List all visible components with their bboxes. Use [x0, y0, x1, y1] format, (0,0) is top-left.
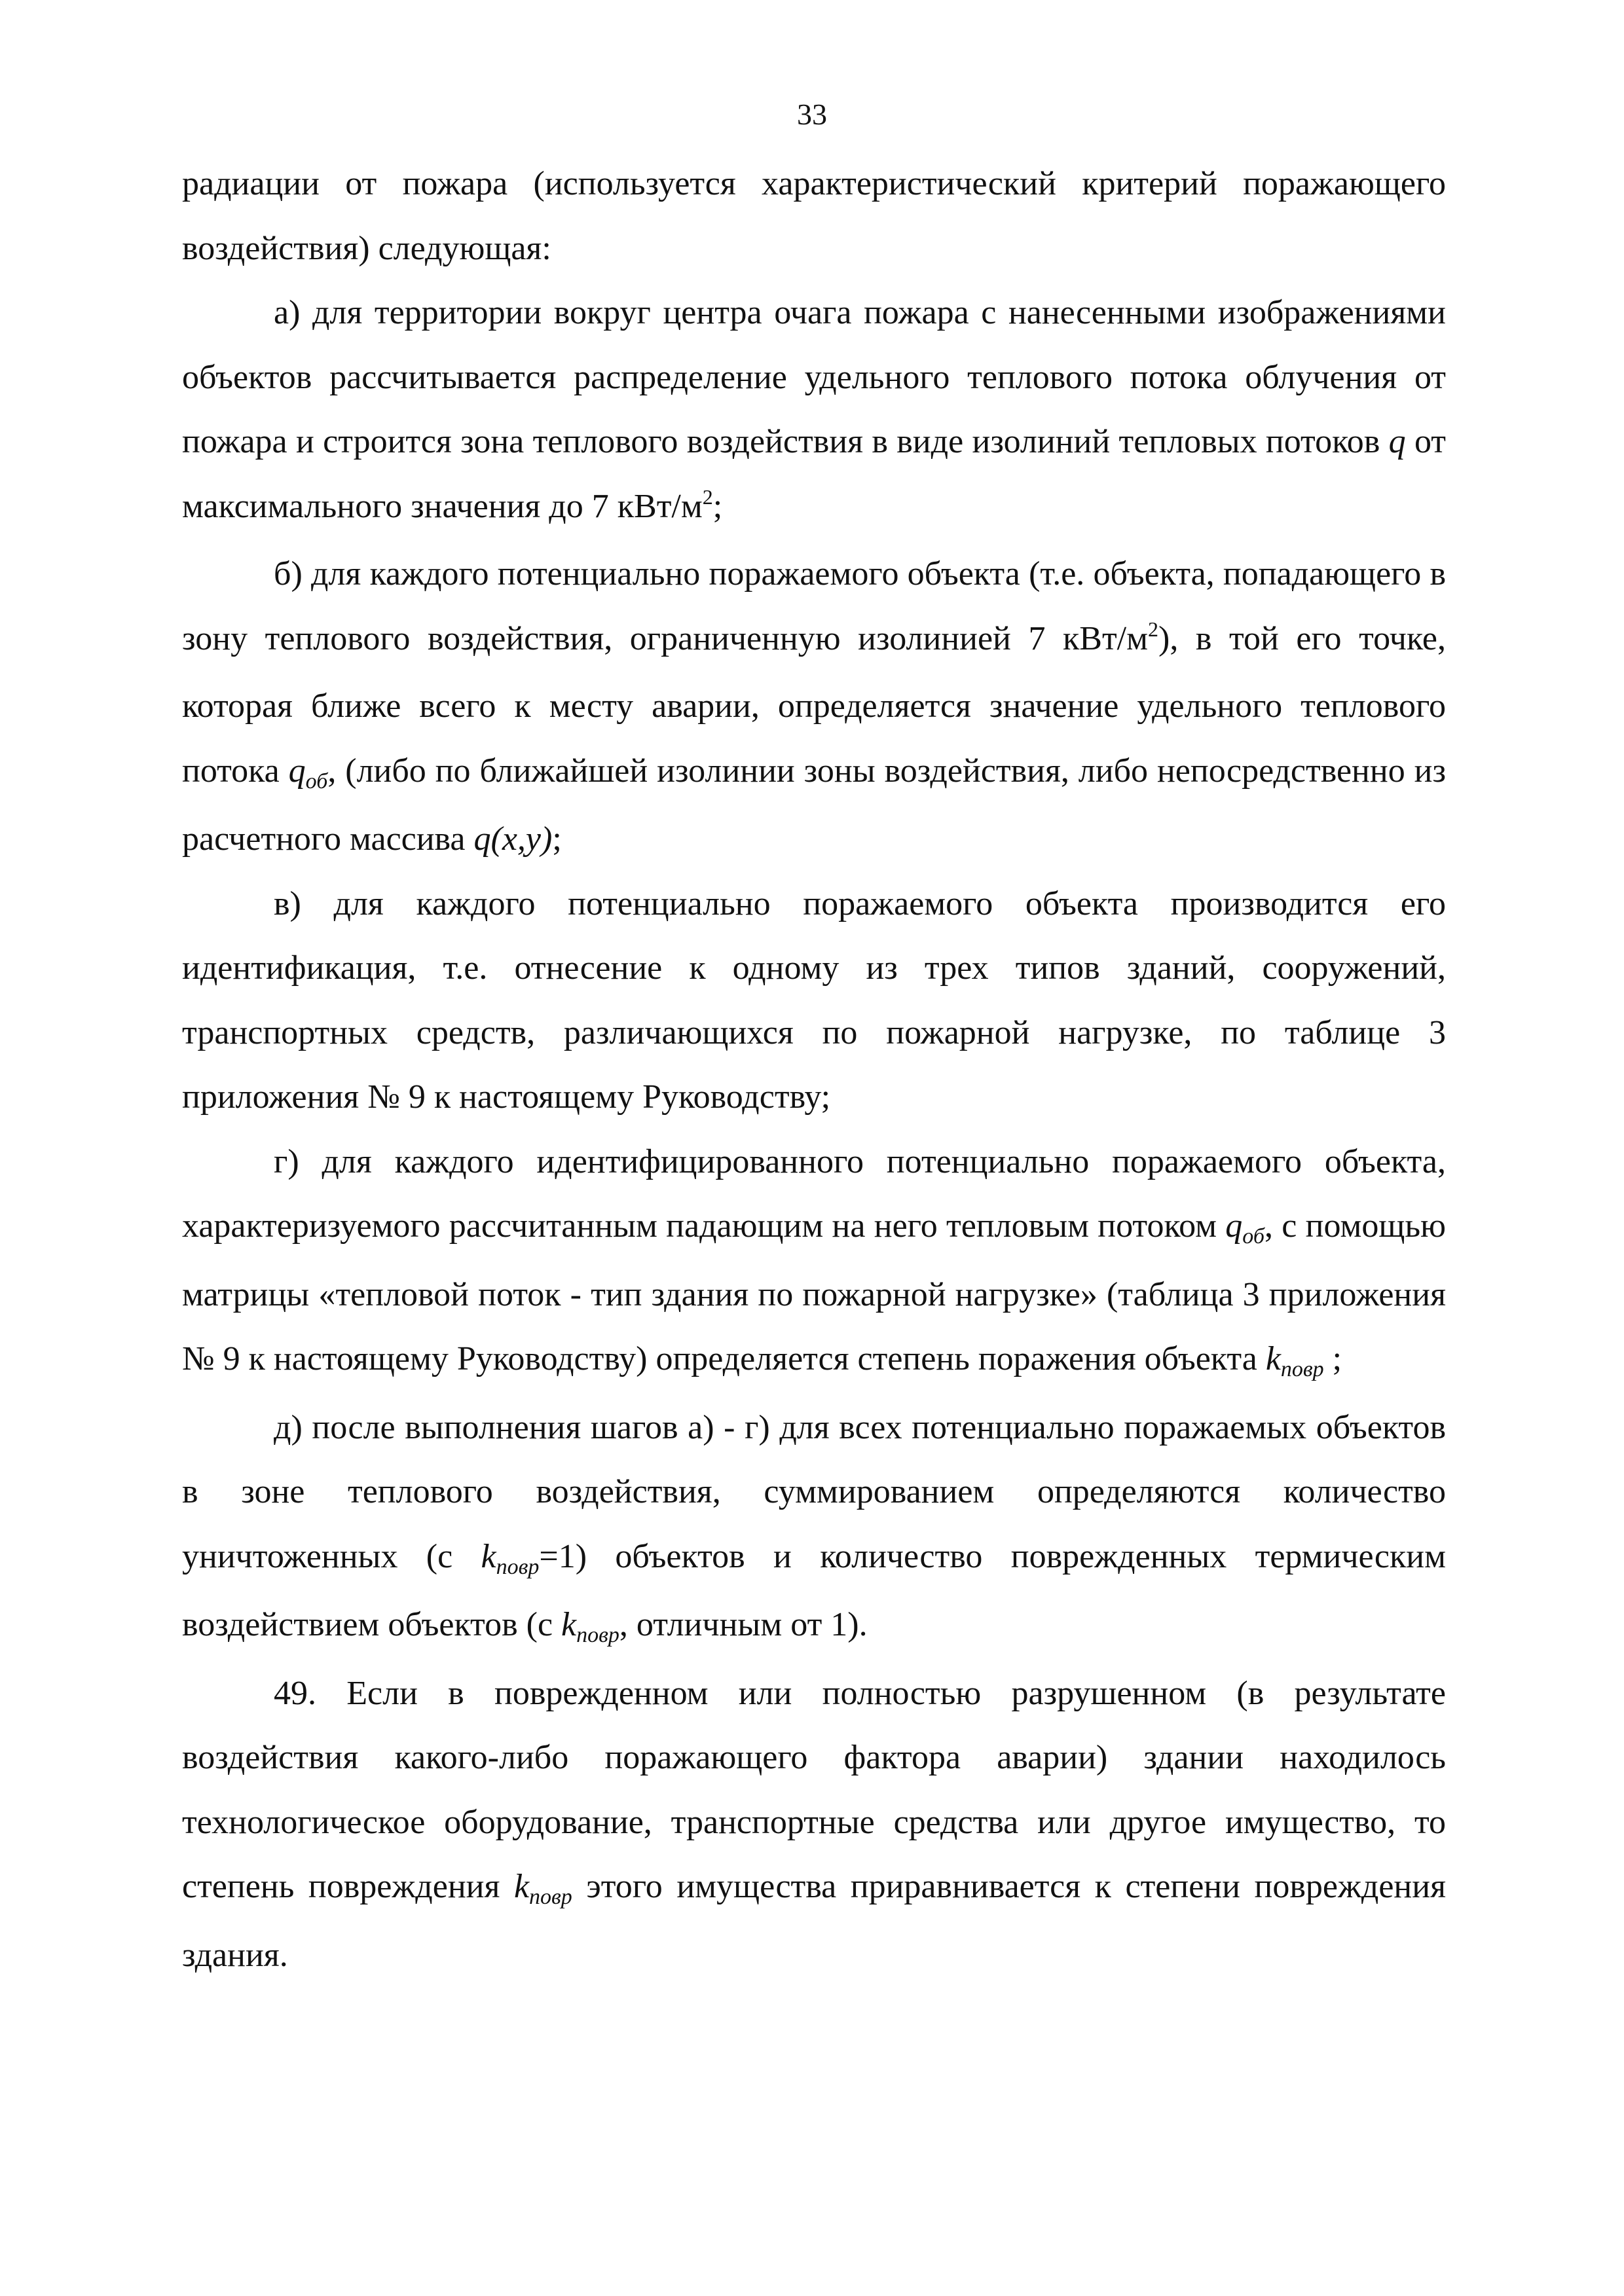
- formula-k-povr: k: [1265, 1340, 1281, 1377]
- formula-q: q: [1388, 423, 1406, 460]
- formula-k-povr: k: [481, 1537, 496, 1575]
- list-item-a: а) для территории вокруг центра очага пожара с нанесенными изображениями объектов рассчитывается распределение удельного теплового потока облучения от пожара и строится зона теплового воздействия в виде изолиний тепловых потоков q от максимального значения до 7 кВт/$м^2$;: [182, 294, 1446, 525]
- paragraph-continuation: радиации от пожара (используется характеристический критерий поражающего воздействия) следующая:: [182, 165, 1446, 267]
- formula-qxy: q(x,y): [473, 820, 553, 858]
- paragraph-49: 49. Если в поврежденном или полностью разрушенном (в результате воздействия какого-либо поражающего фактора аварии) здании находилось технологическое оборудование, транспортные средства или другое имущество, то степень повреждения kповр этого имущества приравнивается к степени повреждения здания.: [182, 1674, 1446, 1974]
- formula-k-povr: k: [513, 1868, 530, 1905]
- formula-q-ob: q: [1225, 1207, 1243, 1245]
- formula-q-ob: q: [288, 752, 306, 790]
- list-item-d: д) после выполнения шагов а) - г) для всех потенциально поражаемых объектов в зоне теплового воздействия, суммированием определяются количество уничтоженных (с kповр=1) объектов и количество поврежденных термическим воздействием объектов (с kповр, отличным от 1).: [182, 1408, 1446, 1647]
- list-item-v: в) для каждого потенциально поражаемого объекта производится его идентификация, т.е. отнесение к одному из трех типов зданий, сооружений, транспортных средств, различающихся по пожарной нагрузке, по таблице 3 приложения № 9 к настоящему Руководству;: [182, 884, 1446, 1116]
- list-item-b: б) для каждого потенциально поражаемого объекта (т.е. объекта, попадающего в зону теплового воздействия, ограниченную изолинией 7 кВт/$м^2$), в той его точке, которая ближе всего к месту аварии, определяется значение удельного теплового потока qоб, (либо по ближайшей изолинии зоны воздействия, либо непосредственно из расчетного массива q(x,y);: [182, 555, 1446, 858]
- formula-k-povr: k: [561, 1606, 577, 1643]
- document-body: [182, 152, 1446, 1988]
- page-number: 33: [797, 98, 827, 131]
- list-item-g: г) для каждого идентифицированного потенциально поражаемого объекта, характеризуемого рассчитанным падающим на него тепловым потоком qоб, с помощью матрицы «тепловой поток - тип здания по пожарной нагрузке» (таблица 3 приложения № 9 к настоящему Руководству) определяется степень поражения объекта kповр ;: [182, 1142, 1446, 1381]
